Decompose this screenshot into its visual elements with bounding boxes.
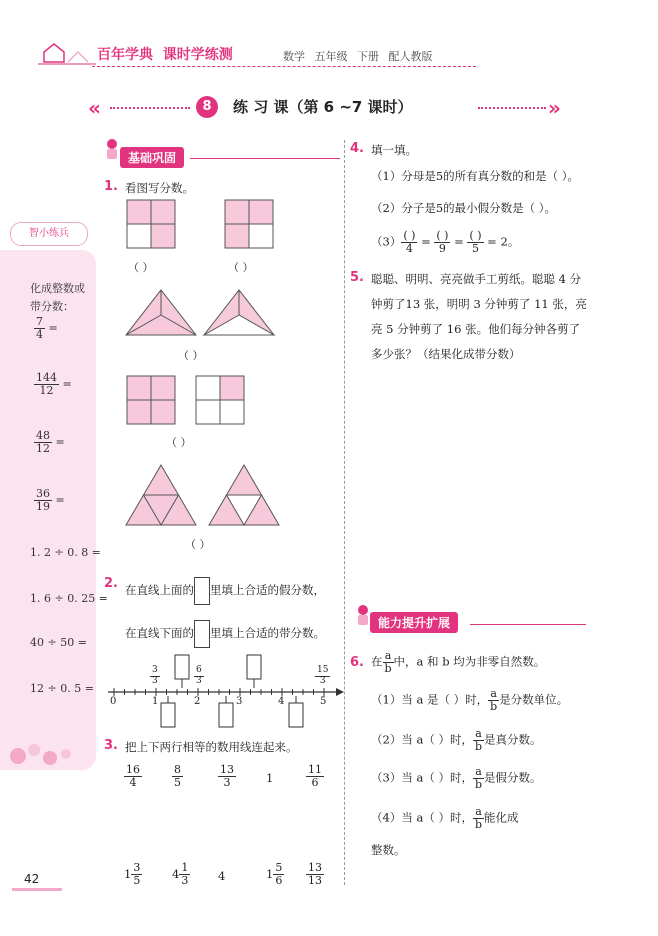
sidebar-fraction-item: $\frac{48}{12}$ = xyxy=(36,429,65,456)
sidebar-division-item: 1. 6 ÷ 0. 25 = xyxy=(30,592,108,605)
fraction-figures xyxy=(104,195,344,545)
sidebar-division-item: 40 ÷ 50 = xyxy=(30,636,87,649)
question-text-line: 多少张？（结果化成带分数） xyxy=(371,347,521,361)
section-basic-tag: 基础巩固 xyxy=(120,147,184,168)
match-item-bottom[interactable]: 1 $\frac{3}{5}$ xyxy=(124,861,141,888)
match-item-bottom[interactable]: $\frac{13}{13}$ xyxy=(308,861,322,888)
triangle-figure xyxy=(126,465,196,525)
sidebar-division-item: 1. 2 ÷ 0. 8 = xyxy=(30,546,101,559)
question-number: 1. xyxy=(104,179,118,194)
question-text: 看图写分数。 xyxy=(125,181,194,195)
square-figure xyxy=(127,376,175,424)
sub-question: （2）当 a（ ）时， $\frac{a}{b}$ 是真分数。 xyxy=(371,727,542,754)
triangle-figure xyxy=(126,290,196,335)
number-line-fraction: $\frac{6}{3}$ xyxy=(196,665,202,686)
sub-question: （1）分母是5的所有真分数的和是（ ）。 xyxy=(371,169,580,183)
chevron-left-icon: « xyxy=(88,96,101,120)
sidebar-fraction-item: $\frac{144}{12}$ = xyxy=(36,371,72,398)
sidebar-intro-2: 带分数： xyxy=(30,300,74,313)
question-text: 把上下两行相等的数用线连起来。 xyxy=(125,740,298,754)
header-meta: 数学 五年级 下册 配人教版 xyxy=(283,50,433,63)
lesson-title-bar xyxy=(88,96,566,120)
match-item-top[interactable]: $\frac{11}{6}$ xyxy=(308,763,322,790)
match-item-top[interactable]: $\frac{8}{5}$ xyxy=(174,763,181,790)
number-line-fraction: $\frac{15}{3}$ xyxy=(317,665,329,686)
number-line-label: 3 xyxy=(236,696,243,707)
girl-mascot-icon xyxy=(355,604,371,626)
section-advanced-tag: 能力提升扩展 xyxy=(370,612,458,633)
answer-blank[interactable]: （ ） xyxy=(228,261,254,274)
answer-box-icon xyxy=(194,577,210,605)
question-text-line: 聪聪、明明、亮亮做手工剪纸。聪聪 4 分 xyxy=(371,272,582,286)
question-number: 3. xyxy=(104,738,118,753)
sub-question: （1）当 a 是（ ）时， $\frac{a}{b}$ 是分数单位。 xyxy=(371,687,569,714)
number-line-label: 4 xyxy=(278,696,285,707)
question-text: 在直线下面的 里填上合适的带分数。 xyxy=(125,620,325,648)
match-item-top[interactable]: $\frac{16}{4}$ xyxy=(126,763,140,790)
answer-blank[interactable]: （ ） xyxy=(128,261,154,274)
sidebar-division-item: 12 ÷ 0. 5 = xyxy=(30,682,94,695)
lesson-title: 练 习 课（第 6 ~7 课时） xyxy=(233,98,413,116)
number-line-label: 1 xyxy=(152,696,159,707)
triangle-figure xyxy=(209,465,279,525)
header-house-logo xyxy=(38,40,96,66)
sub-question: （3）当 a（ ）时， $\frac{a}{b}$ 是假分数。 xyxy=(371,765,542,792)
match-item-bottom[interactable]: 1 $\frac{5}{6}$ xyxy=(266,861,283,888)
sidebar-fraction-item: $\frac{36}{19}$ = xyxy=(36,487,65,514)
number-line xyxy=(104,650,344,730)
match-item-bottom[interactable]: 4 $\frac{1}{3}$ xyxy=(172,861,189,888)
header-brand: 百年学典 课时学练测 xyxy=(97,47,233,63)
dotted-rule xyxy=(110,107,190,109)
sub-question: （2）分子是5的最小假分数是（ ）。 xyxy=(371,201,557,215)
sub-question: （4）当 a（ ）时， $\frac{a}{b}$ 能化成 xyxy=(371,805,519,832)
match-item-bottom[interactable]: 4 xyxy=(218,869,226,883)
sidebar-fraction-item: $\frac{7}{4}$ = xyxy=(36,315,58,342)
section-rule xyxy=(470,624,586,625)
triangle-figure xyxy=(204,290,274,335)
answer-box-icon xyxy=(194,620,210,648)
question-text: 填一填。 xyxy=(371,143,417,157)
sub-question-continued: 整数。 xyxy=(371,843,406,857)
number-line-fraction: $\frac{3}{3}$ xyxy=(152,665,158,686)
square-figure xyxy=(127,200,175,248)
number-line-label: 2 xyxy=(194,696,201,707)
lesson-number-badge: 8 xyxy=(196,96,218,118)
question-text: 在直线上面的 里填上合适的假分数， xyxy=(125,577,325,605)
answer-blank[interactable]: （ ） xyxy=(185,538,211,551)
page-number-underline xyxy=(12,888,62,891)
square-figure xyxy=(196,376,244,424)
girl-mascot-icon xyxy=(104,138,120,160)
match-item-top[interactable]: $\frac{13}{3}$ xyxy=(220,763,234,790)
answer-blank[interactable]: （ ） xyxy=(178,349,204,362)
question-number: 2. xyxy=(104,576,118,591)
chevron-right-icon: » xyxy=(548,96,561,120)
flower-decoration-icon xyxy=(4,736,84,772)
question-text-line: 钟剪了13 张，明明 3 分钟剪了 11 张，亮 xyxy=(371,297,587,311)
dotted-rule xyxy=(478,107,546,109)
sidebar-intro: 化成整数或 xyxy=(30,282,85,295)
header-rule xyxy=(92,66,476,67)
page-number: 42 xyxy=(24,872,40,886)
answer-blank[interactable]: （ ） xyxy=(166,436,192,449)
question-text: 在 $\frac{a}{b}$ 中，a 和 b 均为非零自然数。 xyxy=(371,649,546,676)
question-text-line: 亮 5 分钟剪了 16 张。他们每分钟各剪了 xyxy=(371,322,581,336)
number-line-label: 0 xyxy=(110,696,117,707)
section-rule xyxy=(190,158,340,159)
match-item-top[interactable]: 1 xyxy=(266,771,274,785)
square-figure xyxy=(225,200,273,248)
sub-question: （3） $\frac{( )}{4}$ = $\frac{( )}{9}$ = $\frac{( )}{5}$ = 2。 xyxy=(371,229,520,256)
question-number: 4. xyxy=(350,141,364,156)
question-number: 6. xyxy=(350,655,364,670)
column-divider xyxy=(344,140,345,885)
number-line-label: 5 xyxy=(320,696,327,707)
question-number: 5. xyxy=(350,270,364,285)
sidebar-tab: 智小练兵 xyxy=(10,222,88,246)
